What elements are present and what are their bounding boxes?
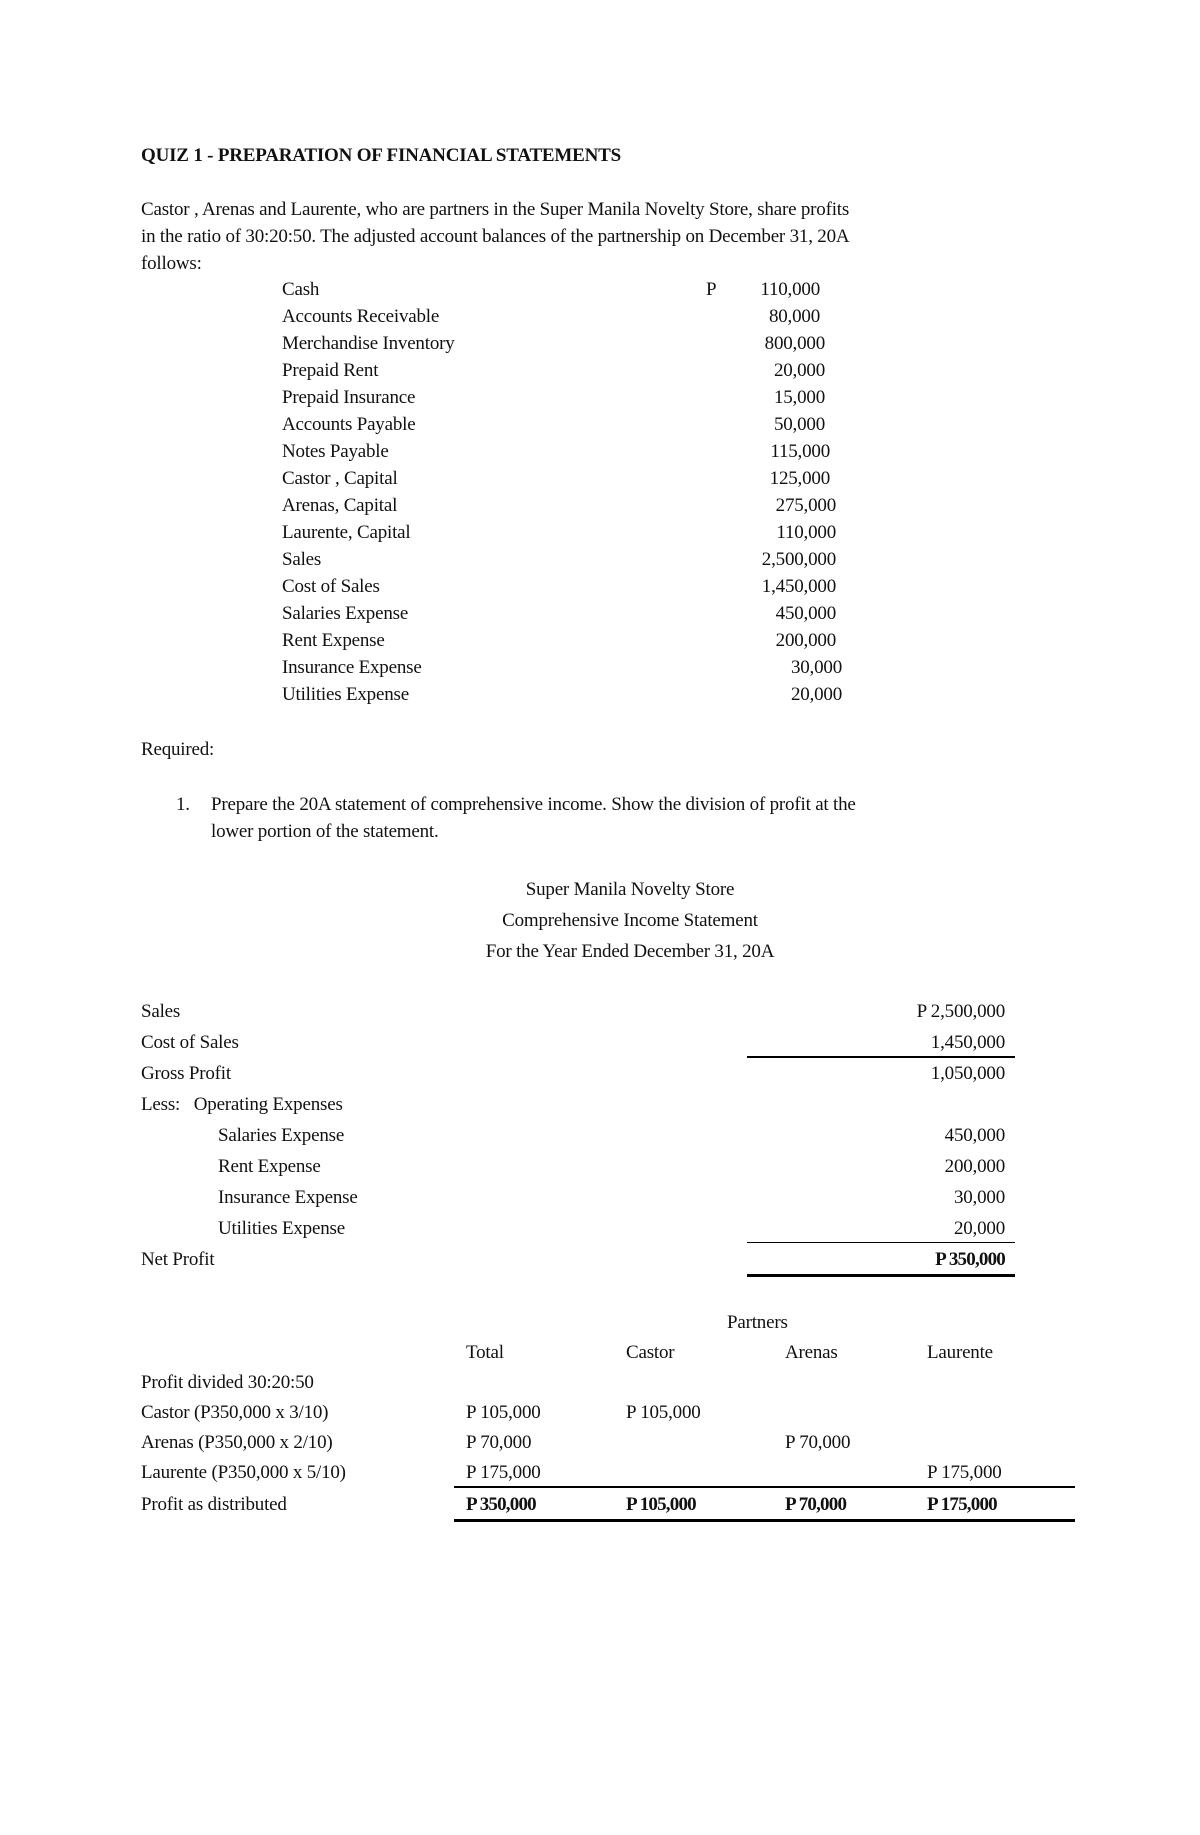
account-amount: 2,500,000 bbox=[761, 549, 836, 570]
account-label: Utilities Expense bbox=[282, 684, 409, 705]
account-label: Insurance Expense bbox=[282, 657, 422, 678]
is-amount-cost-of-sales: 1,450,000 bbox=[930, 1032, 1005, 1053]
account-label: Arenas, Capital bbox=[282, 495, 398, 516]
is-amount-net-profit: P 350,000 bbox=[935, 1249, 1005, 1270]
account-amount: 115,000 bbox=[770, 441, 830, 462]
column-header-total: Total bbox=[466, 1342, 504, 1363]
account-label: Prepaid Insurance bbox=[282, 387, 416, 408]
account-amount: 15,000 bbox=[773, 387, 825, 408]
division-cell-arenas: P 70,000 bbox=[785, 1432, 851, 1453]
double-underline bbox=[747, 1274, 1015, 1277]
division-cell-castor: P 105,000 bbox=[626, 1494, 696, 1515]
required-label: Required: bbox=[141, 739, 215, 760]
required-item-number: 1. bbox=[176, 794, 190, 815]
division-cell-total: P 350,000 bbox=[466, 1494, 536, 1515]
underline bbox=[454, 1486, 1075, 1488]
intro-line-2: in the ratio of 30:20:50. The adjusted account balances of the partnership on December 31, 20A bbox=[141, 226, 850, 247]
statement-period: For the Year Ended December 31, 20A bbox=[485, 941, 775, 962]
account-amount: 275,000 bbox=[775, 495, 836, 516]
division-cell-total: P 175,000 bbox=[466, 1462, 541, 1483]
underline bbox=[747, 1056, 1015, 1058]
partners-group-header: Partners bbox=[727, 1312, 788, 1333]
account-amount: 1,450,000 bbox=[761, 576, 836, 597]
is-amount-insurance: 30,000 bbox=[953, 1187, 1005, 1208]
account-label: Accounts Payable bbox=[282, 414, 416, 435]
is-amount-salaries: 450,000 bbox=[944, 1125, 1005, 1146]
account-amount: 50,000 bbox=[773, 414, 825, 435]
division-row-label: Arenas (P350,000 x 2/10) bbox=[141, 1432, 333, 1453]
division-row-label: Profit as distributed bbox=[141, 1494, 287, 1515]
account-label: Sales bbox=[282, 549, 322, 570]
account-amount: 110,000 bbox=[776, 522, 836, 543]
is-label-insurance: Insurance Expense bbox=[218, 1187, 358, 1208]
account-amount: 450,000 bbox=[775, 603, 836, 624]
column-header-castor: Castor bbox=[626, 1342, 675, 1363]
division-cell-laurente: P 175,000 bbox=[927, 1494, 997, 1515]
is-amount-utilities: 20,000 bbox=[953, 1218, 1005, 1239]
division-row-label: Laurente (P350,000 x 5/10) bbox=[141, 1462, 346, 1483]
account-label: Cost of Sales bbox=[282, 576, 380, 597]
is-amount-gross-profit: 1,050,000 bbox=[930, 1063, 1005, 1084]
division-row-label: Castor (P350,000 x 3/10) bbox=[141, 1402, 329, 1423]
account-label: Notes Payable bbox=[282, 441, 389, 462]
is-label-sales: Sales bbox=[141, 1001, 181, 1022]
division-cell-laurente: P 175,000 bbox=[927, 1462, 1002, 1483]
is-amount-sales: P 2,500,000 bbox=[916, 1001, 1005, 1022]
is-label-rent: Rent Expense bbox=[218, 1156, 321, 1177]
account-label: Laurente, Capital bbox=[282, 522, 411, 543]
account-amount: 80,000 bbox=[768, 306, 820, 327]
account-amount: 800,000 bbox=[764, 333, 825, 354]
is-label-cost-of-sales: Cost of Sales bbox=[141, 1032, 239, 1053]
division-cell-total: P 105,000 bbox=[466, 1402, 541, 1423]
is-label-utilities: Utilities Expense bbox=[218, 1218, 345, 1239]
division-cell-total: P 70,000 bbox=[466, 1432, 532, 1453]
underline bbox=[747, 1242, 1015, 1243]
account-amount: 20,000 bbox=[790, 684, 842, 705]
required-item-line-2: lower portion of the statement. bbox=[211, 821, 439, 842]
is-label-operating-expenses: Less: Operating Expenses bbox=[141, 1094, 343, 1115]
intro-line-3: follows: bbox=[141, 253, 202, 274]
account-label: Salaries Expense bbox=[282, 603, 409, 624]
column-header-arenas: Arenas bbox=[785, 1342, 838, 1363]
currency-symbol: P bbox=[706, 279, 717, 300]
account-amount: 30,000 bbox=[790, 657, 842, 678]
account-label: Accounts Receivable bbox=[282, 306, 440, 327]
account-label: Prepaid Rent bbox=[282, 360, 379, 381]
division-row-label: Profit divided 30:20:50 bbox=[141, 1372, 314, 1393]
account-amount: 200,000 bbox=[775, 630, 836, 651]
statement-company: Super Manila Novelty Store bbox=[525, 879, 735, 900]
account-amount: 20,000 bbox=[773, 360, 825, 381]
is-label-net-profit: Net Profit bbox=[141, 1249, 215, 1270]
account-label: Castor , Capital bbox=[282, 468, 398, 489]
required-item-line-1: Prepare the 20A statement of comprehensive income. Show the division of profit at the bbox=[211, 794, 856, 815]
document-title: QUIZ 1 - PREPARATION OF FINANCIAL STATEMENTS bbox=[141, 145, 621, 166]
statement-name: Comprehensive Income Statement bbox=[502, 910, 758, 931]
account-label: Cash bbox=[282, 279, 320, 300]
is-label-salaries: Salaries Expense bbox=[218, 1125, 345, 1146]
account-amount: 125,000 bbox=[769, 468, 830, 489]
intro-line-1: Castor , Arenas and Laurente, who are partners in the Super Manila Novelty Store, share profits bbox=[141, 199, 850, 220]
division-cell-arenas: P 70,000 bbox=[785, 1494, 847, 1515]
account-label: Rent Expense bbox=[282, 630, 385, 651]
account-amount: 110,000 bbox=[760, 279, 820, 300]
is-label-gross-profit: Gross Profit bbox=[141, 1063, 231, 1084]
is-amount-rent: 200,000 bbox=[944, 1156, 1005, 1177]
account-label: Merchandise Inventory bbox=[282, 333, 455, 354]
column-header-laurente: Laurente bbox=[927, 1342, 993, 1363]
double-underline bbox=[454, 1519, 1075, 1522]
division-cell-castor: P 105,000 bbox=[626, 1402, 701, 1423]
